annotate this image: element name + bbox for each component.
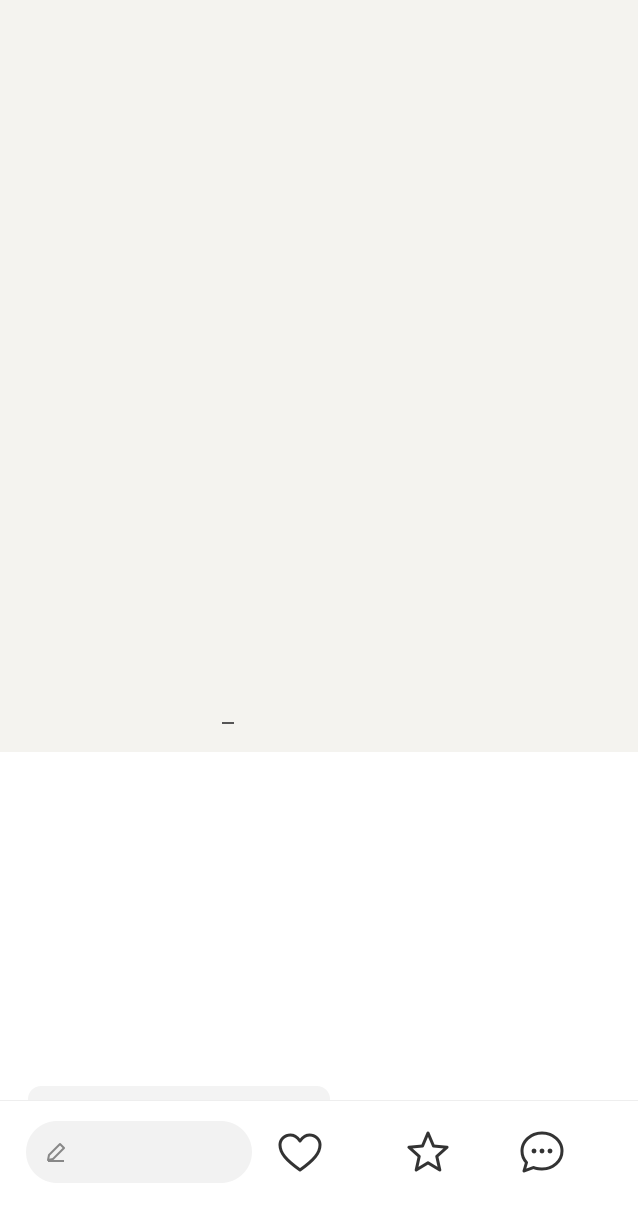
comment-bubble-icon <box>518 1129 566 1177</box>
heart-icon <box>276 1129 324 1177</box>
star-icon <box>404 1129 452 1177</box>
pencil-icon <box>44 1140 68 1164</box>
bottom-action-bar <box>0 1100 638 1226</box>
doc-footer <box>222 722 234 724</box>
comment-input[interactable] <box>26 1121 252 1183</box>
